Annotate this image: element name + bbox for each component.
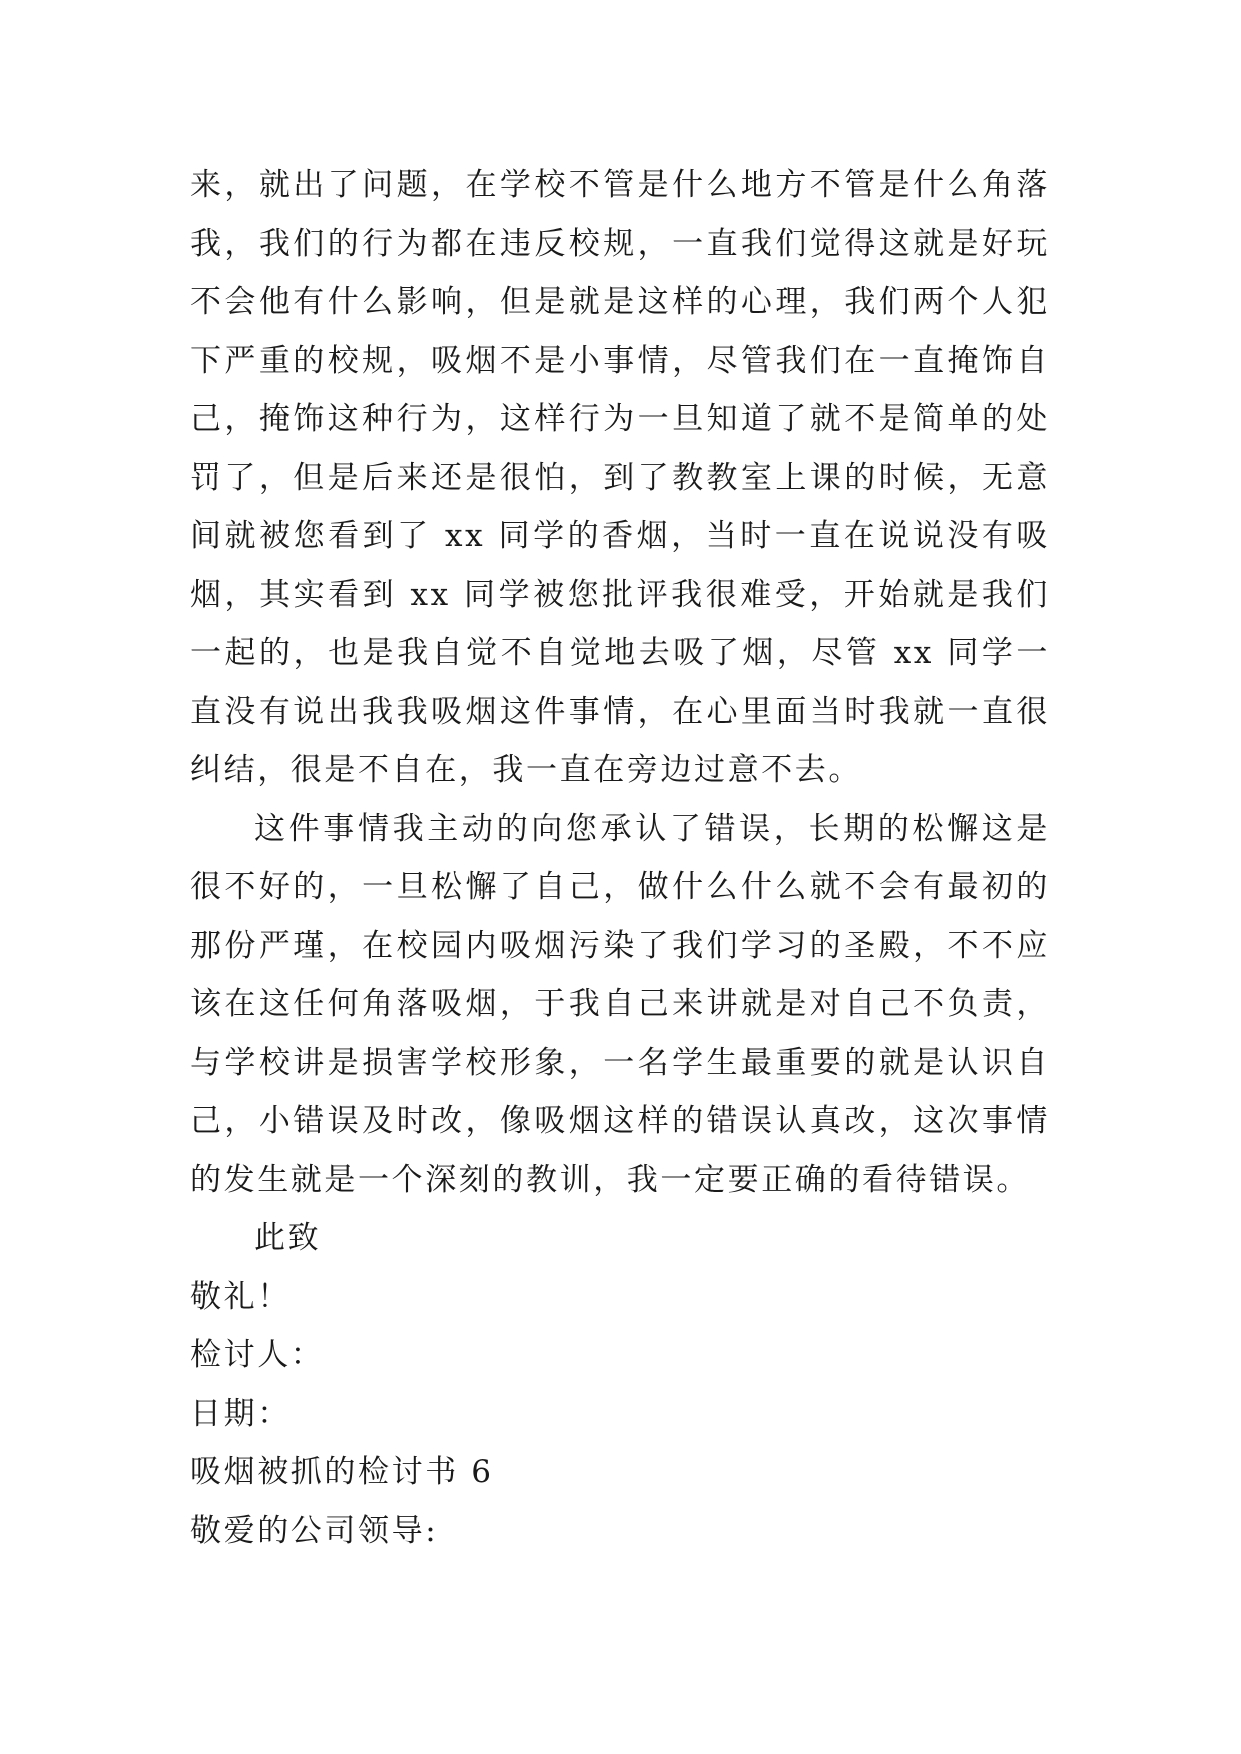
body-paragraph-1: 来，就出了问题，在学校不管是什么地方不管是什么角落我，我们的行为都在违反校规，一直我们觉得这就是好玩不会他有什么影响，但是就是这样的心理，我们两个人犯下严重的校规，吸烟不是小事情，尽管我们在一直掩饰自己，掩饰这种行为，这样行为一旦知道了就不是简单的处罚了，但是后来还是很怕，到了教教室上课的时候，无意间就被您看到了 xx 同学的香烟，当时一直在说说没有吸烟，其实看到 xx 同学被您批评我很难受，开始就是我们一起的，也是我自觉不自觉地去吸了烟，尽管 xx 同学一直没有说出我我吸烟这件事情，在心里面当时我就一直很纠结，很是不自在，我一直在旁边过意不去。 [190, 167, 1050, 788]
closing-phrase: 此致 [254, 1220, 322, 1256]
salutation: 敬礼！ [190, 1278, 291, 1315]
signer-label: 检讨人： [190, 1337, 325, 1373]
next-section-title: 吸烟被抓的检讨书 6 [190, 1454, 494, 1490]
body-paragraph-2: 这件事情我主动的向您承认了错误，长期的松懈这是很不好的，一旦松懈了自己，做什么什么就不会有最初的那份严瑾，在校园内吸烟污染了我们学习的圣殿，不不应该在这任何角落吸烟，于我自己来讲就是对自己不负责，与学校讲是损害学校形象，一名学生最重要的就是认识自己，小错误及时改，像吸烟这样的错误认真改，这次事情的发生就是一个深刻的教训，我一定要正确的看待错误。 [190, 810, 1050, 1198]
document-body [190, 156, 1050, 1560]
next-section-greeting: 敬爱的公司领导: [190, 1512, 439, 1549]
date-label: 日期： [190, 1395, 291, 1432]
